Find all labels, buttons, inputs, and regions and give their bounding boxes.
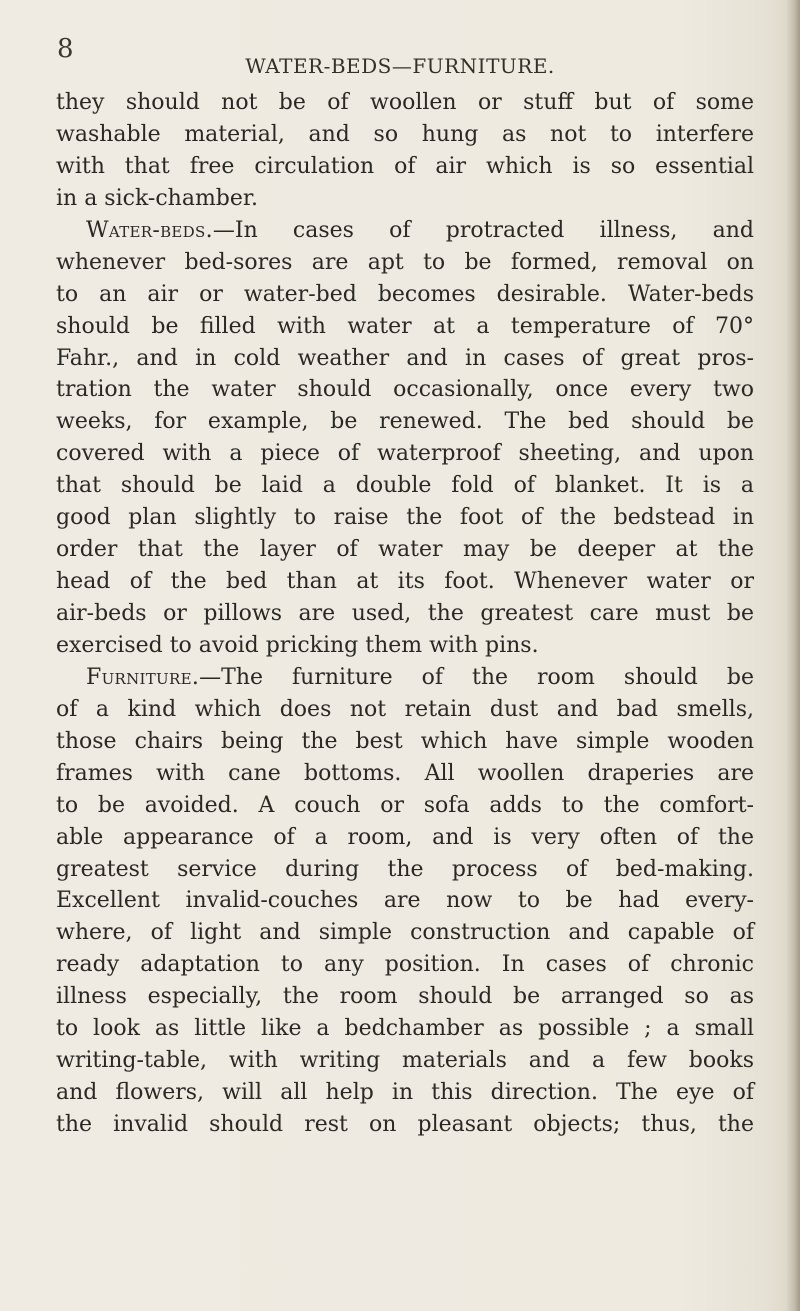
text-line: in a sick-chamber. xyxy=(56,185,258,211)
section-heading-furniture: Furniture. xyxy=(86,664,200,690)
page-edge-shadow xyxy=(786,0,800,1311)
text-line: able appearance of a room, and is very often of the xyxy=(56,824,754,850)
text-line xyxy=(56,215,754,247)
text-line: washable material, and so hung as not to interfere xyxy=(56,121,754,147)
text-line: greatest service during the process of bed-making. xyxy=(56,856,754,882)
text-line: good plan slightly to raise the foot of the bedstead in xyxy=(56,505,754,531)
paragraph-water-beds xyxy=(56,215,754,662)
text-line: order that the layer of water may be deeper at the xyxy=(56,537,754,563)
text-run: —The furniture of the room should be xyxy=(199,664,754,690)
text-line: ready adaptation to any position. In cases of chronic xyxy=(56,952,754,978)
text-line: illness especially, the room should be arranged so as xyxy=(56,984,754,1010)
text-line: weeks, for example, be renewed. The bed should be xyxy=(56,409,754,435)
text-line: should be filled with water at a temperature of 70° xyxy=(56,313,754,339)
text-line: Excellent invalid-couches are now to be had every- xyxy=(56,888,754,914)
paragraph-furniture xyxy=(56,662,754,1141)
text-line: to be avoided. A couch or sofa adds to the comfort- xyxy=(56,792,754,818)
text-line: frames with cane bottoms. All woollen draperies are xyxy=(56,760,754,786)
text-line: whenever bed-sores are apt to be formed, removal on xyxy=(56,249,754,275)
paragraph-continuation xyxy=(56,87,754,215)
body-text xyxy=(56,87,754,1141)
section-heading-water-beds: Water-beds. xyxy=(86,217,213,243)
text-line: Fahr., and in cold weather and in cases of great pros- xyxy=(56,345,754,371)
text-line: that should be laid a double fold of blanket. It is a xyxy=(56,473,754,499)
text-line: with that free circulation of air which is so essential xyxy=(56,153,754,179)
text-line: exercised to avoid pricking them with pins. xyxy=(56,632,539,658)
text-line: to look as little like a bedchamber as possible ; a small xyxy=(56,1016,754,1042)
text-line: to an air or water-bed becomes desirable. Water-beds xyxy=(56,281,754,307)
text-line: the invalid should rest on pleasant objects; thus, the xyxy=(56,1112,754,1137)
text-line xyxy=(56,662,754,694)
text-line: tration the water should occasionally, once every two xyxy=(56,377,754,403)
text-line: where, of light and simple construction and capable of xyxy=(56,920,754,946)
text-line: air-beds or pillows are used, the greatest care must be xyxy=(56,601,754,626)
text-line: and flowers, will all help in this direction. The eye of xyxy=(56,1080,754,1106)
text-line: head of the bed than at its foot. Whenever water or xyxy=(56,569,754,595)
page-number: 8 xyxy=(57,34,74,64)
text-line: covered with a piece of waterproof sheeting, and upon xyxy=(56,441,754,467)
running-head: WATER-BEDS—FURNITURE. xyxy=(245,54,555,78)
text-line: writing-table, with writing materials and a few books xyxy=(56,1048,754,1074)
text-run: —In cases of protracted illness, and xyxy=(212,217,754,243)
text-line: they should not be of woollen or stuff but of some xyxy=(56,90,754,115)
text-line: of a kind which does not retain dust and bad smells, xyxy=(56,696,754,722)
text-line: those chairs being the best which have simple wooden xyxy=(56,728,754,754)
